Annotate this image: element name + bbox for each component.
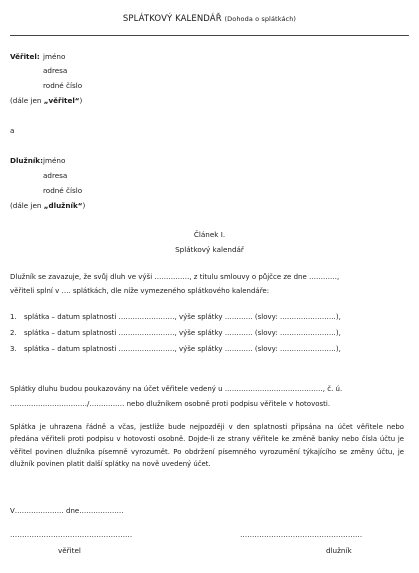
- conjunction-text: a: [10, 126, 15, 135]
- debtor-ref-prefix: (dále jen: [10, 201, 44, 210]
- place-date-line: V………………… dne……………….: [10, 507, 124, 515]
- debtor-reference: [10, 200, 85, 212]
- creditor-signature-label: věřitel: [58, 546, 81, 555]
- subtitle-text: (Dohoda o splátkách): [224, 15, 297, 23]
- debtor-signature-label: dlužník: [326, 546, 352, 555]
- payment-line-1: Splátky dluhu budou poukazovány na účet věřitele vedený u ……………………………………, č. ú.: [10, 385, 343, 393]
- debtor-id-field: rodné číslo: [43, 186, 83, 195]
- debtor-ref-suffix: ): [82, 201, 86, 210]
- debtor-address-field: adresa: [43, 171, 68, 180]
- payment-line-2: ……………………………/…………… nebo dlužníkem osobně proti podpisu věřitele v hotovosti.: [10, 400, 331, 408]
- debtor-ref-name: „dlužník“: [43, 201, 83, 210]
- creditor-ref-prefix: (dále jen: [10, 96, 44, 105]
- installment-number: 1.: [10, 313, 17, 321]
- intro-line-2: věřiteli splní v …. splátkách, dle níže vymezeného splátkového kalendáře:: [10, 287, 270, 295]
- creditor-id-field: rodné číslo: [43, 81, 83, 90]
- creditor-address-field: adresa: [43, 66, 68, 75]
- creditor-ref-name: „věřitel“: [43, 96, 80, 105]
- installment-row-1: [10, 311, 406, 323]
- creditor-signature-line: ……………………………………………: [10, 530, 133, 539]
- debtor-label: Dlužník:: [10, 156, 43, 165]
- title-underline: [10, 35, 409, 36]
- document-title: [0, 14, 419, 24]
- creditor-label: Věřitel:: [10, 52, 40, 61]
- installment-text: splátka – datum splatnosti ……………………, výše splátky ………… (slovy: ……………………),: [24, 313, 341, 321]
- debtor-name-field: jméno: [43, 156, 66, 165]
- installment-text: splátka – datum splatnosti ……………………, výše splátky ………… (slovy: ……………………),: [24, 329, 341, 337]
- creditor-name-field: jméno: [43, 52, 66, 61]
- debtor-signature-line: ……………………………………………: [240, 530, 363, 539]
- creditor-ref-suffix: ): [79, 96, 83, 105]
- installment-text: splátka – datum splatnosti ……………………, výše splátky ………… (slovy: ……………………),: [24, 345, 341, 353]
- creditor-reference: [10, 95, 82, 107]
- title-text: SPLÁTKOVÝ KALENDÁŘ: [122, 14, 222, 24]
- article-number: Článek I.: [193, 230, 226, 239]
- installment-number: 3.: [10, 345, 17, 353]
- installment-number: 2.: [10, 329, 17, 337]
- conditions-paragraph: Splátka je uhrazena řádně a včas, jestliže bude nejpozději v den splatnosti připsána na účet věřitele nebo předána věřiteli proti podpisu v hotovosti osobně. Dojde-li ze strany věřitele ke změně banky nebo čísla účtu je věřitel povinen dlužníka písemně vyrozumět. Po obdržení písemného vyrozumění týkajícího se změny účtu, je dlužník povinen platit další splátky na nově uvedený účet.: [10, 423, 404, 469]
- installment-row-2: [10, 327, 406, 339]
- article-title: Splátkový kalendář: [175, 245, 244, 254]
- intro-line-1: Dlužník se zavazuje, že svůj dluh ve výši ……………, z titulu smlouvy o půjčce ze dne …………,: [10, 273, 340, 281]
- installment-row-3: [10, 343, 406, 355]
